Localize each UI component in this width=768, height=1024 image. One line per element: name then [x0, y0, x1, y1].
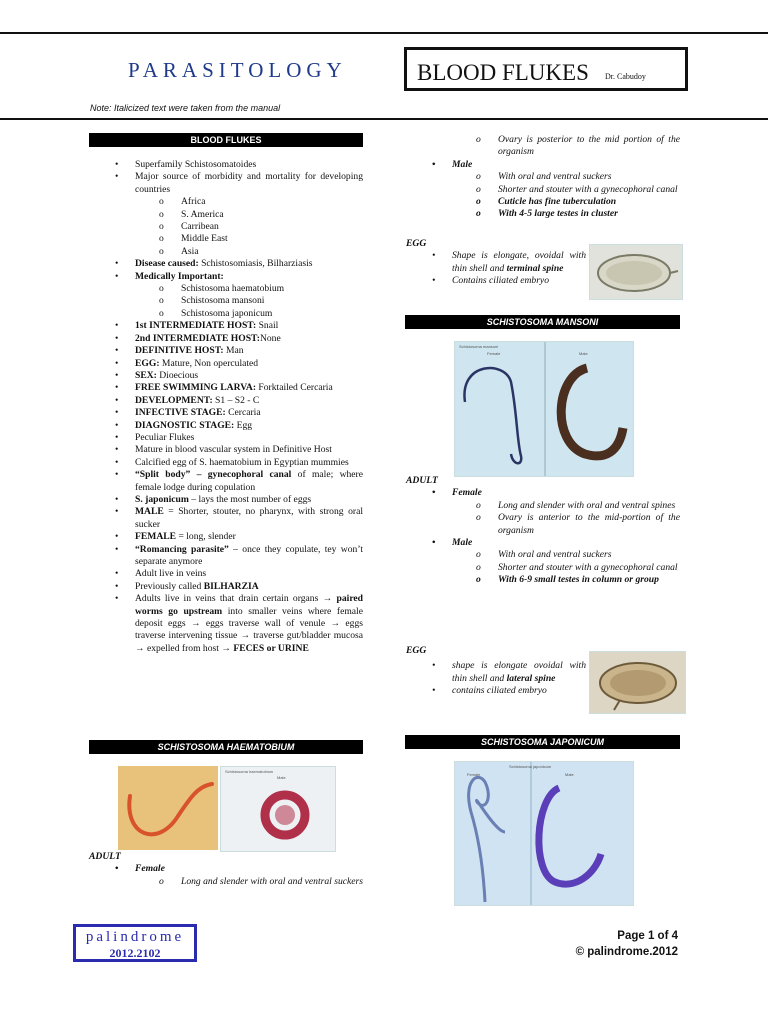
egg1-block [406, 238, 586, 288]
egg1-shape [406, 250, 586, 275]
item-text: into smaller veins where female deposit eggs → eggs traverse wall of venule → eggs traverse intervening tissue → traverse gut/bladder mucosa → expelled from host → [135, 605, 363, 654]
sub-list-item [89, 295, 363, 307]
female-sub: o Long and slender with oral and ventral suckers [89, 876, 363, 888]
japonicum-male-label: Male [565, 772, 574, 777]
item-text: Forktailed Cercaria [256, 382, 333, 394]
title-box [404, 47, 688, 91]
copyright: © palindrome.2012 [575, 946, 678, 958]
sub-item-text: Carribean [181, 221, 219, 233]
item-label: DEVELOPMENT: [135, 394, 213, 406]
sub-list-item: o Long and slender with oral and ventral spines [406, 500, 680, 512]
mansoni-male-label: Male [579, 351, 588, 356]
item-text: Man [223, 345, 244, 357]
list-item: • Female [406, 487, 680, 499]
item-label: MALE [135, 506, 164, 518]
sub-list-item: o Shorter and stouter with a gynecophoral canal [406, 184, 680, 196]
list-item [89, 271, 363, 283]
item-label: DIAGNOSTIC STAGE: [135, 419, 235, 431]
sub-item-text: Schistosoma japonicum [181, 307, 273, 319]
item-label: 2nd INTERMEDIATE HOST: [135, 332, 260, 344]
female-bullet: • Female [89, 863, 363, 875]
header-note: Note: Italicized text were taken from the manual [90, 103, 281, 113]
item-text: Adults live in veins that drain certain organs → [135, 593, 337, 605]
list-item: • Male [406, 537, 680, 549]
sub-list-item: o With oral and ventral suckers [406, 171, 680, 183]
brand-title: PARASITOLOGY [128, 58, 347, 82]
sub-list-item [89, 221, 363, 233]
sub-list-item: o With 4-5 large testes in cluster [406, 208, 680, 220]
top-rule [0, 32, 768, 34]
list-item [89, 159, 363, 171]
egg2-heading: EGG [406, 645, 427, 656]
item-text: Adult live in veins [135, 568, 207, 580]
item-text: Peculiar Flukes [135, 431, 195, 443]
adult-heading: ADULT [89, 851, 121, 862]
haematobium-figure-label: Schistosoma haematobium [225, 769, 274, 774]
list-item [89, 581, 363, 593]
list-item [89, 333, 363, 345]
sub-list-item [89, 283, 363, 295]
item-text: Major source of morbidity and mortality for developing countries [135, 171, 363, 195]
haematobium-male-label: Male [277, 775, 286, 780]
item-label: “Split body” – gynecophoral canal [135, 469, 292, 481]
sub-list-item: o With oral and ventral suckers [406, 549, 680, 561]
item-label: “Romancing parasite” [135, 543, 229, 555]
sub-item-text: Middle East [181, 233, 228, 245]
blood-flukes-list [89, 159, 363, 655]
sub-item-text: Asia [181, 245, 199, 257]
item-label: EGG: [135, 357, 160, 369]
egg1-heading: EGG [406, 238, 427, 249]
sub-item-text: Schistosoma mansoni [181, 295, 265, 307]
item-text: Egg [234, 419, 253, 431]
haematobium-egg-image [589, 244, 683, 300]
item-text: of male; where female lodge during copulation [135, 469, 364, 493]
list-item [89, 469, 363, 494]
egg2-spine: lateral spine [506, 672, 556, 684]
list-item [89, 494, 363, 506]
list-item [89, 544, 363, 569]
adult-heading: ADULT [406, 475, 438, 486]
list-item [89, 420, 363, 432]
item-text: None [259, 332, 281, 344]
list-item [89, 171, 363, 196]
item-label: Disease caused: [135, 258, 199, 270]
item-text: Superfamily Schistosomatoides [135, 159, 257, 170]
sub-list-item [89, 246, 363, 258]
item-label: FECES or URINE [233, 642, 309, 654]
haematobium-adult-block [89, 851, 363, 888]
item-text: Dioecious [156, 369, 199, 381]
item-text: S1 – S2 - C [212, 394, 260, 406]
sub-list-item: o Shorter and stouter with a gynecophoral canal [406, 562, 680, 574]
item-text: Cercaria [225, 407, 261, 419]
item-text: Snail [256, 320, 279, 332]
sub-list-item: o With 6-9 small testes in column or group [406, 574, 680, 586]
header-rule [0, 118, 768, 120]
page-footer [576, 928, 678, 960]
japonicum-image [454, 761, 634, 906]
haematobium-continued-list [406, 134, 680, 221]
item-text: Mature in blood vascular system in Definitive Host [135, 444, 332, 456]
list-item [89, 370, 363, 382]
sub-list-item: o Cuticle has fine tuberculation [406, 196, 680, 208]
mansoni-female-label: Female [487, 351, 501, 356]
mansoni-figure-label: Schistosoma mansoni [459, 344, 499, 349]
item-text: Previously called [135, 580, 204, 592]
egg1-spine: terminal spine [506, 262, 564, 274]
item-text: – once they copulate, tey won’t separate anymore [135, 543, 364, 567]
list-item [89, 444, 363, 456]
page-number: Page 1 of 4 [617, 930, 678, 942]
list-item [89, 320, 363, 332]
item-label: Medically Important: [135, 270, 224, 282]
section-bar-japonicum: SCHISTOSOMA JAPONICUM [405, 735, 680, 749]
item-label: FREE SWIMMING LARVA: [135, 382, 257, 394]
haematobium-male-image [220, 766, 336, 852]
sub-item-text: S. America [181, 208, 224, 220]
item-text: – lays the most number of eggs [188, 493, 312, 505]
item-text: Schistosomiasis, Bilharziasis [198, 258, 313, 270]
item-label: SEX: [135, 369, 157, 381]
egg2-shape [406, 660, 586, 685]
item-label: FEMALE [135, 531, 177, 543]
item-text: Mature, Non operculated [159, 357, 259, 369]
author: Dr. Cabudoy [605, 72, 646, 81]
egg1-shape-text: Shape is elongate, ovoidal with thin shell and [452, 250, 586, 274]
list-item [89, 358, 363, 370]
item-text: Calcified egg of S. haematobium in Egyptian mummies [135, 456, 349, 468]
egg1-embryo: • Contains ciliated embryo [406, 275, 586, 287]
list-item [89, 593, 363, 655]
item-label: DEFINITIVE HOST: [135, 345, 224, 357]
sub-list-item [89, 233, 363, 245]
egg2-block [406, 645, 586, 698]
item-label: paired worms go upstream [135, 593, 363, 617]
item-label: 1st INTERMEDIATE HOST: [135, 320, 257, 332]
list-item [89, 457, 363, 469]
japonicum-figure-label: Schistosoma japonicum [509, 764, 552, 769]
sub-item-text: Schistosoma haematobium [181, 283, 285, 295]
item-label: INFECTIVE STAGE: [135, 407, 226, 419]
list-item [89, 258, 363, 270]
section-bar-mansoni: SCHISTOSOMA MANSONI [405, 315, 680, 329]
egg2-shape-text: shape is elongate ovoidal with thin shell and [452, 660, 586, 684]
sub-list-item [89, 209, 363, 221]
stamp-line-1: palindrome [85, 929, 185, 945]
item-text: = long, slender [176, 531, 236, 543]
list-item [89, 407, 363, 419]
list-item [89, 382, 363, 394]
list-item [89, 432, 363, 444]
egg2-embryo: • contains ciliated embryo [406, 685, 586, 697]
mansoni-image [454, 341, 634, 477]
haematobium-female-image [118, 766, 218, 850]
sub-list-item [89, 196, 363, 208]
list-item [89, 506, 363, 531]
sub-list-item: o Ovary is posterior to the mid portion of the organism [406, 134, 680, 159]
list-item: • Male [406, 159, 680, 171]
list-item [89, 568, 363, 580]
sub-list-item [89, 308, 363, 320]
list-item [89, 531, 363, 543]
stamp-line-2: 2012.2102 [109, 946, 161, 960]
item-text: = Shorter, stouter, no pharynx, with strong oral sucker [135, 506, 363, 530]
mansoni-adult-block [406, 475, 680, 587]
list-item [89, 395, 363, 407]
section-bar-blood-flukes: BLOOD FLUKES [89, 133, 363, 147]
item-label: S. japonicum [135, 493, 189, 505]
mansoni-egg-image [589, 651, 686, 714]
item-label: BILHARZIA [203, 580, 259, 592]
list-item [89, 345, 363, 357]
sub-item-text: Africa [181, 196, 206, 208]
sub-list-item: o Ovary is anterior to the mid-portion of the organism [406, 512, 680, 537]
section-bar-haematobium: SCHISTOSOMA HAEMATOBIUM [89, 740, 363, 754]
japonicum-female-label: Female [467, 772, 481, 777]
palindrome-stamp [73, 924, 197, 962]
page-title: BLOOD FLUKES [417, 60, 589, 85]
